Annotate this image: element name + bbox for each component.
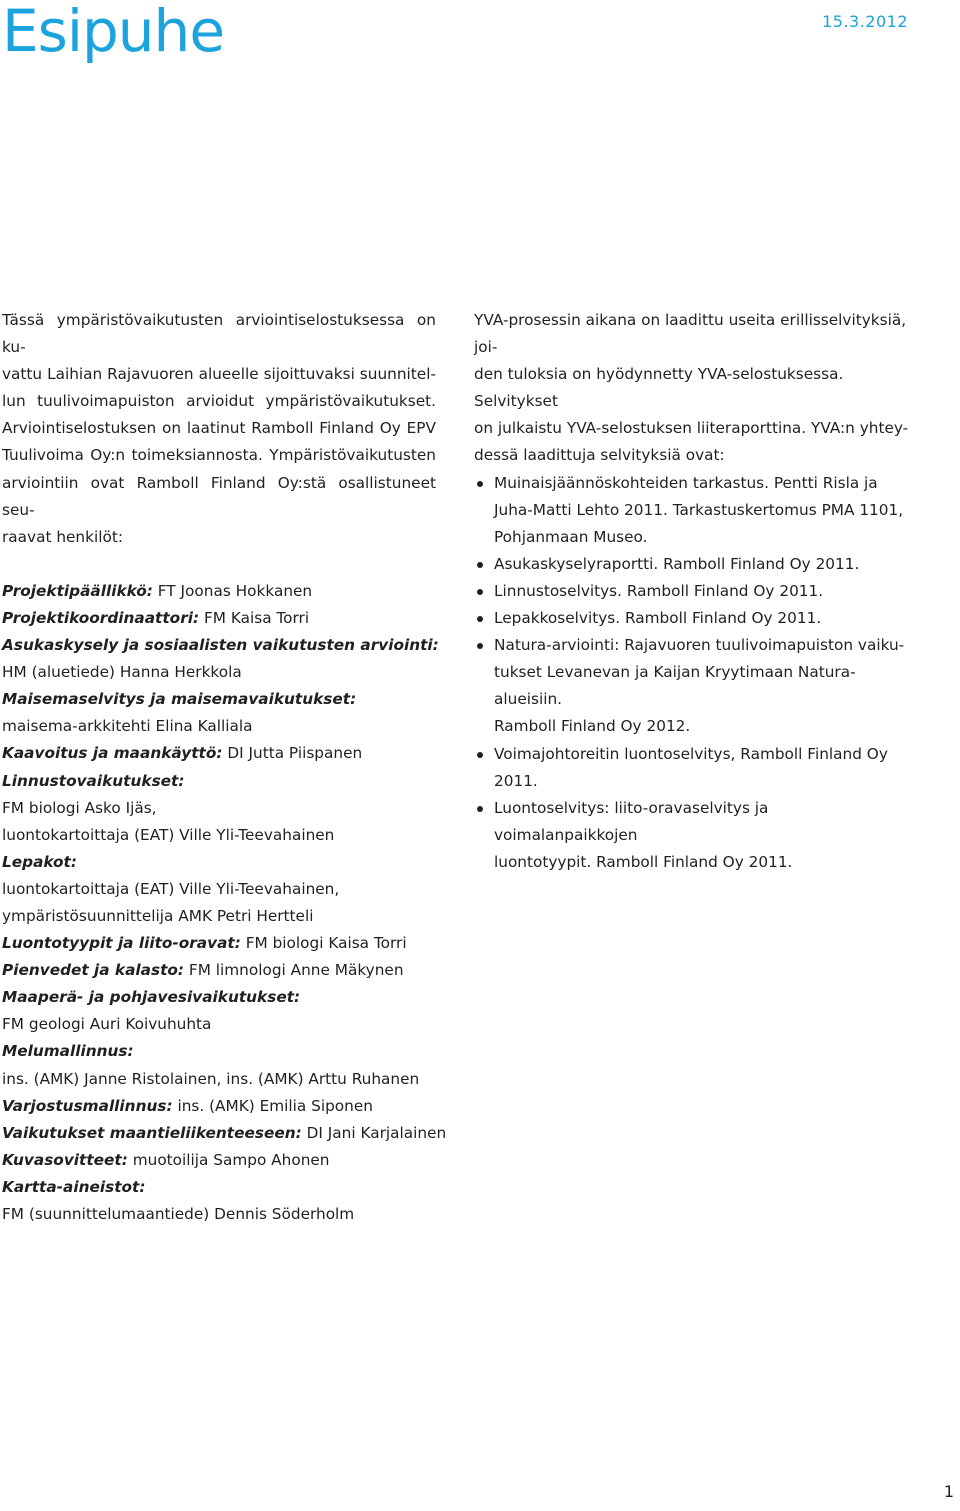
credit-line xyxy=(2,795,436,822)
credit-role: Linnustovaikutukset: xyxy=(2,771,185,790)
credit-role: Lepakot: xyxy=(2,852,77,871)
credit-role: Kartta-aineistot: xyxy=(2,1177,146,1196)
bullet-icon xyxy=(477,643,483,649)
credit-person: ins. (AMK) Janne Ristolainen, ins. (AMK) Arttu Ruhanen xyxy=(2,1069,420,1088)
credit-role: Varjostusmallinnus: xyxy=(2,1096,173,1115)
report-item-line: Asukaskyselyraportti. Ramboll Finland Oy 2011. xyxy=(494,554,860,573)
intro-line: lun tuulivoimapuiston arvioidut ympäristövaikutukset. xyxy=(2,392,436,411)
credit-line xyxy=(2,1201,436,1228)
intro-paragraph xyxy=(2,307,436,551)
credit-role: Projektipäällikkö: xyxy=(2,581,153,600)
credit-line xyxy=(2,659,436,686)
credit-person: FT Joonas Hokkanen xyxy=(157,581,313,600)
credit-line xyxy=(2,1038,436,1065)
credit-line xyxy=(2,1147,436,1174)
reports-intro-line: YVA-prosessin aikana on laadittu useita erillisselvityksiä, joi- xyxy=(474,311,907,357)
credit-role: Kaavoitus ja maankäyttö: xyxy=(2,744,223,763)
report-item xyxy=(474,795,914,876)
credit-line xyxy=(2,876,436,903)
credit-line xyxy=(2,1174,436,1201)
credit-person: FM Kaisa Torri xyxy=(203,608,310,627)
report-item xyxy=(474,605,914,632)
credit-person: DI Jani Karjalainen xyxy=(306,1123,447,1142)
credit-person: luontokartoittaja (EAT) Ville Yli-Teevahainen xyxy=(2,825,335,844)
credit-person: FM (suunnittelumaantiede) Dennis Söderholm xyxy=(2,1205,355,1223)
credit-line xyxy=(2,686,436,713)
reports-intro-line: on julkaistu YVA-selostuksen liiteraporttina. YVA:n yhtey- xyxy=(474,419,909,438)
credit-line xyxy=(2,1066,436,1093)
credit-person: luontokartoittaja (EAT) Ville Yli-Teevahainen, xyxy=(2,879,340,898)
report-item-line: tukset Levanevan ja Kaijan Kryytimaan Natura-alueisiin. xyxy=(494,663,856,709)
credit-line xyxy=(2,713,436,740)
credit-role: Maaperä- ja pohjavesivaikutukset: xyxy=(2,988,301,1007)
credit-person: muotoilija Sampo Ahonen xyxy=(132,1150,330,1169)
reports-intro xyxy=(474,307,914,470)
bullet-icon xyxy=(477,589,483,595)
bullet-icon xyxy=(477,562,483,568)
credit-line xyxy=(2,578,436,605)
report-item-line: Voimajohtoreitin luontoselvitys, Ramboll Finland Oy xyxy=(494,744,888,763)
credit-person: ins. (AMK) Emilia Siponen xyxy=(177,1096,373,1115)
page-number: 1 xyxy=(943,1482,954,1501)
bullet-icon xyxy=(477,806,483,812)
credit-line xyxy=(2,903,436,930)
intro-line: Tässä ympäristövaikutusten arviointiselostuksessa on ku- xyxy=(2,311,436,357)
report-item xyxy=(474,578,914,605)
credit-line xyxy=(2,768,436,795)
page-title: Esipuhe xyxy=(2,0,224,65)
credit-role: Melumallinnus: xyxy=(2,1042,134,1061)
credit-role: Kuvasovitteet: xyxy=(2,1150,128,1169)
report-item-line: Luontoselvitys: liito-oravaselvitys ja voimalanpaikkojen xyxy=(494,798,769,844)
credit-person: DI Jutta Piispanen xyxy=(227,744,363,763)
credit-line xyxy=(2,984,436,1011)
reports-intro-line: den tuloksia on hyödynnetty YVA-selostuksessa. Selvitykset xyxy=(474,365,844,411)
bullet-icon xyxy=(477,616,483,622)
credit-line xyxy=(2,1093,436,1120)
bullet-icon xyxy=(477,752,483,758)
credit-person: HM (aluetiede) Hanna Herkkola xyxy=(2,663,242,682)
page-date: 15.3.2012 xyxy=(822,12,908,31)
credit-role: Luontotyypit ja liito-oravat: xyxy=(2,934,241,953)
credit-person: FM biologi Kaisa Torri xyxy=(245,934,407,953)
report-item-line: Natura-arviointi: Rajavuoren tuulivoimapuiston vaiku- xyxy=(494,636,905,655)
credit-role: Projektikoordinaattori: xyxy=(2,608,200,627)
credit-line xyxy=(2,740,436,767)
reports-list xyxy=(474,470,914,876)
report-item-line: Muinaisjäännöskohteiden tarkastus. Pentti Risla ja xyxy=(494,473,878,492)
intro-line: Tuulivoima Oy:n toimeksiannosta. Ympäristövaikutusten xyxy=(2,446,436,465)
credit-line xyxy=(2,849,436,876)
report-item xyxy=(474,741,914,795)
credit-line xyxy=(2,632,439,659)
report-item-line: Ramboll Finland Oy 2012. xyxy=(494,717,691,736)
credit-role: Pienvedet ja kalasto: xyxy=(2,961,185,980)
left-column xyxy=(2,307,447,1228)
credit-line xyxy=(2,957,436,984)
report-item-line: Juha-Matti Lehto 2011. Tarkastuskertomus PMA 1101, xyxy=(494,500,904,519)
right-column xyxy=(474,307,914,876)
report-item xyxy=(474,470,914,551)
credit-line xyxy=(2,1011,436,1038)
credit-line xyxy=(2,930,436,957)
credit-person: maisema-arkkitehti Elina Kalliala xyxy=(2,717,253,736)
credit-person: FM limnologi Anne Mäkynen xyxy=(188,961,404,980)
reports-intro-line: dessä laadittuja selvityksiä ovat: xyxy=(474,446,725,465)
credit-person: FM biologi Asko Ijäs, xyxy=(2,798,157,817)
report-item-line: luontotyypit. Ramboll Finland Oy 2011. xyxy=(494,852,793,871)
credit-line xyxy=(2,605,436,632)
credit-person: FM geologi Auri Koivuhuhta xyxy=(2,1015,212,1034)
report-item xyxy=(474,632,914,740)
credit-role: Vaikutukset maantieliikenteeseen: xyxy=(2,1123,302,1142)
intro-line: arviointiin ovat Ramboll Finland Oy:stä osallistuneet seu- xyxy=(2,473,436,519)
report-item-line: Linnustoselvitys. Ramboll Finland Oy 2011. xyxy=(494,581,824,600)
report-item-line: Lepakkoselvitys. Ramboll Finland Oy 2011. xyxy=(494,609,822,628)
bullet-icon xyxy=(477,481,483,487)
credit-person: ympäristösuunnittelija AMK Petri Hertteli xyxy=(2,906,314,925)
credit-role: Maisemaselvitys ja maisemavaikutukset: xyxy=(2,690,357,709)
credit-line xyxy=(2,822,436,849)
intro-line: vattu Laihian Rajavuoren alueelle sijoittuvaksi suunnitel- xyxy=(2,365,436,384)
intro-line: Arviointiselostuksen on laatinut Ramboll Finland Oy EPV xyxy=(2,419,436,438)
credit-role: Asukaskysely ja sosiaalisten vaikutusten arviointi: xyxy=(2,636,439,655)
report-item-line: 2011. xyxy=(494,771,538,790)
intro-line: raavat henkilöt: xyxy=(2,527,123,546)
credits-list xyxy=(2,578,447,1228)
credit-line xyxy=(2,1120,447,1147)
report-item xyxy=(474,551,914,578)
report-item-line: Pohjanmaan Museo. xyxy=(494,527,648,546)
